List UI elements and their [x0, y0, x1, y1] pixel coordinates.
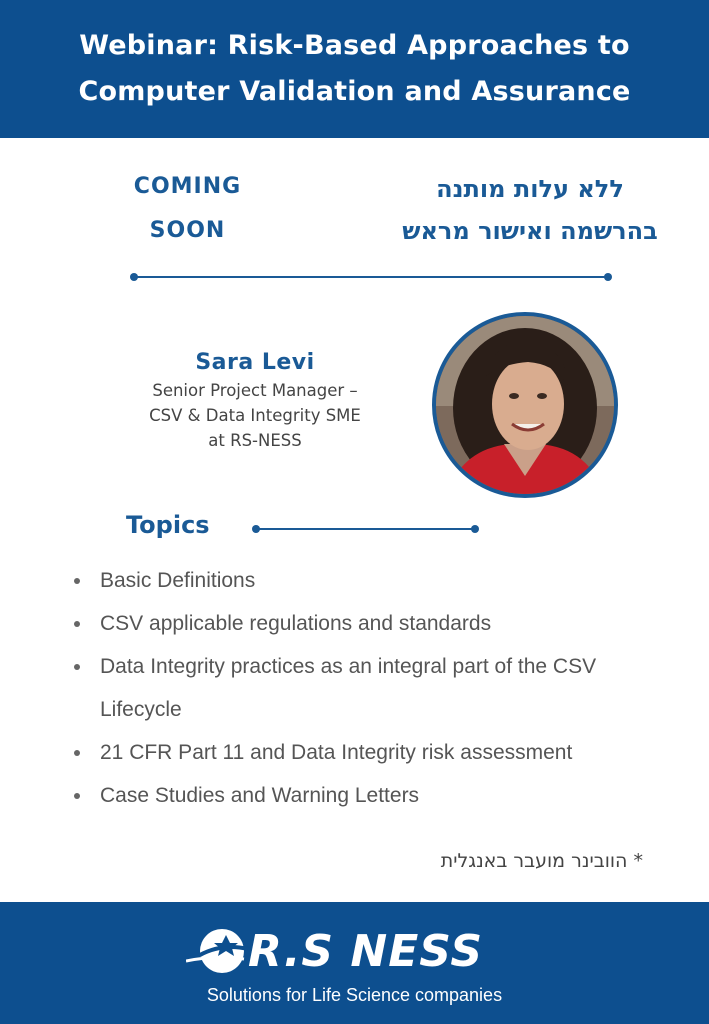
- webinar-title-line-2: Computer Validation and Assurance: [78, 76, 631, 107]
- hebrew-line-2: בהרשמה ואישור מראש: [402, 217, 658, 245]
- speaker-name: Sara Levi: [195, 350, 315, 375]
- coming-soon-label: [115, 165, 260, 253]
- soon-text: SOON: [149, 218, 226, 243]
- topic-text: Case Studies and Warning Letters: [100, 784, 420, 807]
- topics-list: [70, 559, 690, 817]
- bullet-icon: [74, 578, 80, 584]
- topics-heading: Topics: [126, 511, 210, 539]
- topic-item: [70, 645, 690, 688]
- top-divider: [134, 276, 608, 278]
- brand-name: R.S NESS: [248, 926, 484, 977]
- hebrew-registration-note: [365, 168, 695, 252]
- speaker-role-line-3: at RS-NESS: [208, 431, 302, 450]
- speaker-info: [110, 348, 400, 453]
- webinar-title-line-1: Webinar: Risk-Based Approaches to: [79, 30, 630, 61]
- bullet-icon: [74, 664, 80, 670]
- topic-text: Lifecycle: [100, 698, 182, 721]
- speaker-role-line-2: CSV & Data Integrity SME: [149, 406, 361, 425]
- coming-text: COMING: [133, 174, 242, 199]
- topic-text: CSV applicable regulations and standards: [100, 612, 492, 635]
- hebrew-line-1: ללא עלות מותנה: [436, 175, 624, 203]
- language-note: * הוובינר מועבר באנגלית: [440, 850, 643, 872]
- topic-item: [70, 774, 690, 817]
- topic-item: [70, 731, 690, 774]
- topic-item: [70, 559, 690, 602]
- speaker-portrait-illustration: [436, 316, 614, 494]
- topics-divider: [256, 528, 475, 530]
- top-divider-dot-left: [130, 273, 138, 281]
- topics-divider-dot-right: [471, 525, 479, 533]
- topic-text: Basic Definitions: [100, 569, 256, 592]
- speaker-role-line-1: Senior Project Manager –: [152, 381, 358, 400]
- bullet-icon: [74, 750, 80, 756]
- topic-item: [70, 602, 690, 645]
- speaker-photo: [432, 312, 618, 498]
- topic-text: Data Integrity practices as an integral part of the CSV: [100, 655, 597, 678]
- header-banner: [0, 0, 709, 138]
- bullet-icon: [74, 621, 80, 627]
- topics-divider-dot-left: [252, 525, 260, 533]
- top-divider-dot-right: [604, 273, 612, 281]
- bullet-icon: [74, 793, 80, 799]
- topic-item-continuation: [70, 688, 690, 731]
- brand-tagline: Solutions for Life Science companies: [206, 985, 503, 1005]
- topic-text: 21 CFR Part 11 and Data Integrity risk assessment: [100, 741, 573, 764]
